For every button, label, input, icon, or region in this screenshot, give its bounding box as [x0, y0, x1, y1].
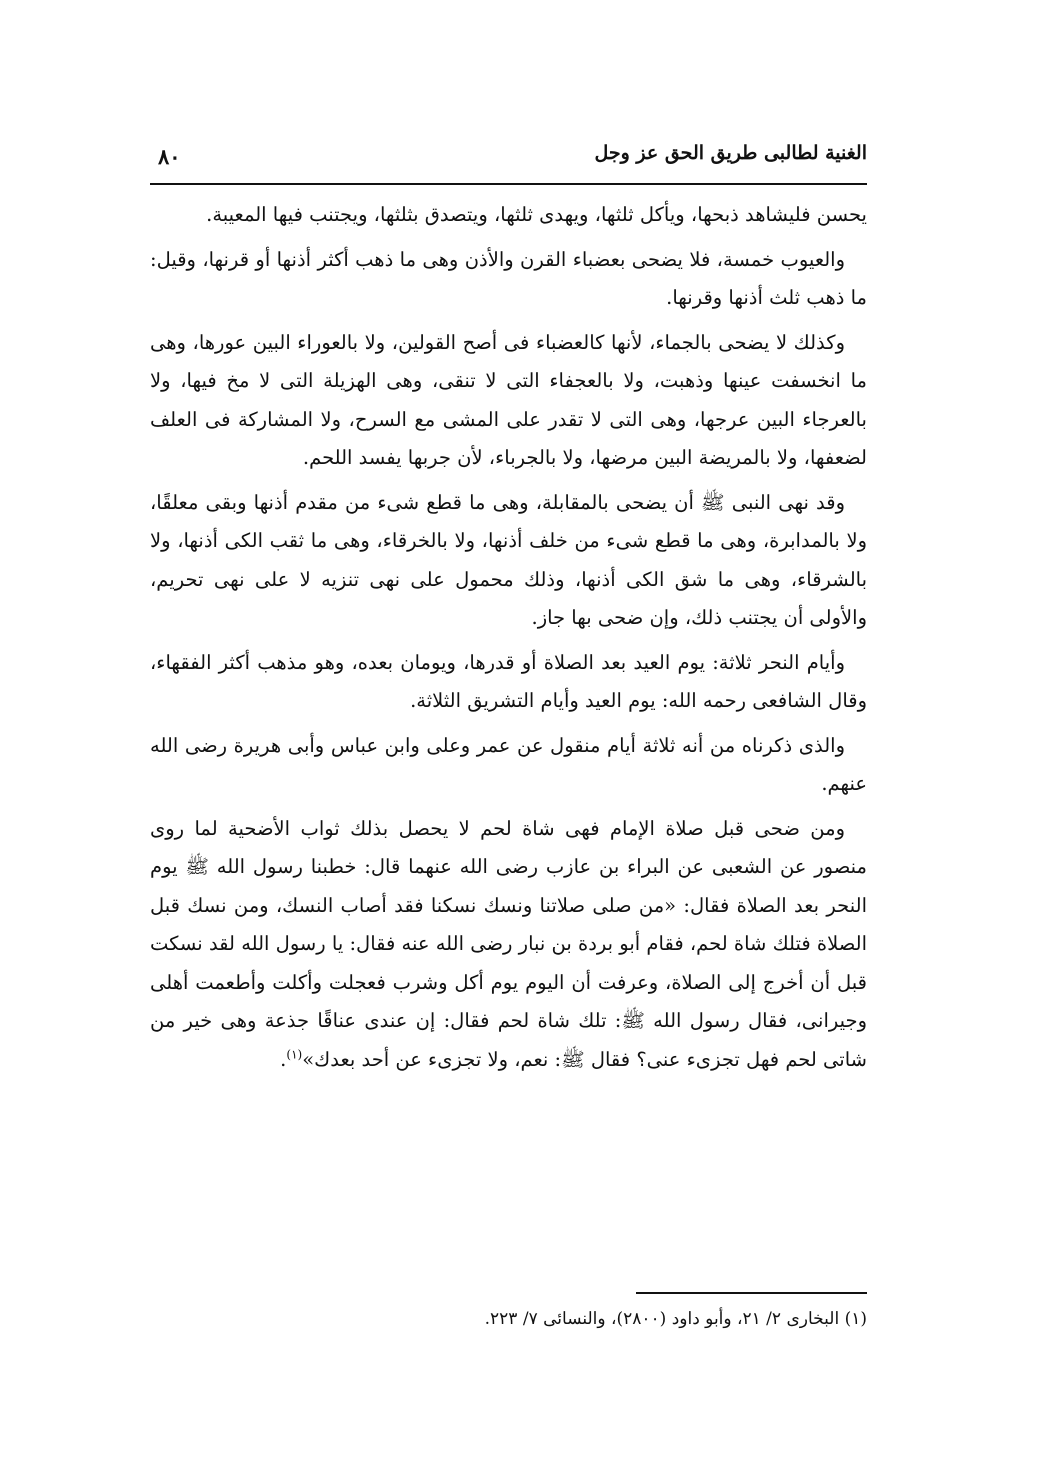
footnote-reference: (١): [286, 1047, 303, 1061]
header-divider: [150, 183, 867, 185]
page-header: [150, 140, 867, 180]
footnote: (١) البخارى ٢/ ٢١، وأبو داود (٢٨٠٠)، والنسائى ٧/ ٢٢٣.: [484, 1309, 867, 1329]
paragraph-7: [150, 810, 867, 1080]
paragraph-7-text: ومن ضحى قبل صلاة الإمام فهى شاة لحم لا يحصل بذلك ثواب الأضحية لما روى منصور عن الشعبى عن البراء بن عازب رضى الله عنهما قال: خطبنا رسول الله ﷺ يوم النحر بعد الصلاة فقال: «من صلى صلاتنا ونسك نسكنا فقد أصاب النسك، ومن نسك قبل الصلاة فتلك شاة لحم، فقام أبو بردة بن نبار رضى الله عنه فقال: يا رسول الله لقد نسكت قبل أن أخرج إلى الصلاة، وعرفت أن اليوم يوم أكل وشرب فعجلت وأكلت وأطعمت أهلى وجيرانى، فقال رسول الله ﷺ: تلك شاة لحم فقال: إن عندى عناقًا جذعة وهى خير من شاتى لحم فهل تجزىء عنى؟ فقال ﷺ: نعم، ولا تجزىء عن أحد بعدك»: [150, 816, 868, 1071]
paragraph-5: وأيام النحر ثلاثة: يوم العيد بعد الصلاة أو قدرها، ويومان بعده، وهو مذهب أكثر الفقهاء، وقال الشافعى رحمه الله: يوم العيد وأيام التشريق الثلاثة.: [150, 650, 867, 712]
footnote-divider: [636, 1292, 867, 1294]
paragraph-6: والذى ذكرناه من أنه ثلاثة أيام منقول عن عمر وعلى وابن عباس وأبى هريرة رضى الله عنهم.: [150, 733, 867, 795]
main-text: [150, 196, 867, 1085]
paragraph-1: يحسن فليشاهد ذبحها، ويأكل ثلثها، ويهدى ثلثها، ويتصدق بثلثها، ويجتنب فيها المعيبة.: [206, 203, 867, 226]
running-title: الغنية لطالبى طريق الحق عز وجل: [594, 142, 867, 164]
paragraph-3: وكذلك لا يضحى بالجماء، لأنها كالعضباء فى أصح القولين، ولا بالعوراء البين عورها، وهى ما انخسفت عينها وذهبت، ولا بالعجفاء التى لا تنقى، وهى الهزيلة التى لا مخ فيها، ولا بالعرجاء البين عرجها، وهى التى لا تقدر على المشى مع السرح، ولا المشاركة فى العلف لضعفها، ولا بالمريضة البين مرضها، ولا بالجرباء، لأن جربها يفسد اللحم.: [150, 330, 867, 469]
paragraph-4: وقد نهى النبى ﷺ أن يضحى بالمقابلة، وهى ما قطع شىء من مقدم أذنها وبقى معلقًا، ولا بالمدابرة، وهى ما قطع شىء من خلف أذنها، ولا بالخرقاء، وهى ما ثقب الكى أذنها، ولا بالشرقاء، وهى ما شق الكى أذنها، وذلك محمول على نهى تنزيه لا على نهى تحريم، والأولى أن يجتنب ذلك، وإن ضحى بها جاز.: [150, 490, 867, 629]
page-number: ٨٠: [158, 144, 181, 169]
paragraph-7-end: .: [280, 1047, 287, 1071]
paragraph-2: والعيوب خمسة، فلا يضحى بعضباء القرن والأذن وهى ما ذهب أكثر أذنها أو قرنها، وقيل: ما ذهب ثلث أذنها وقرنها.: [150, 247, 867, 309]
